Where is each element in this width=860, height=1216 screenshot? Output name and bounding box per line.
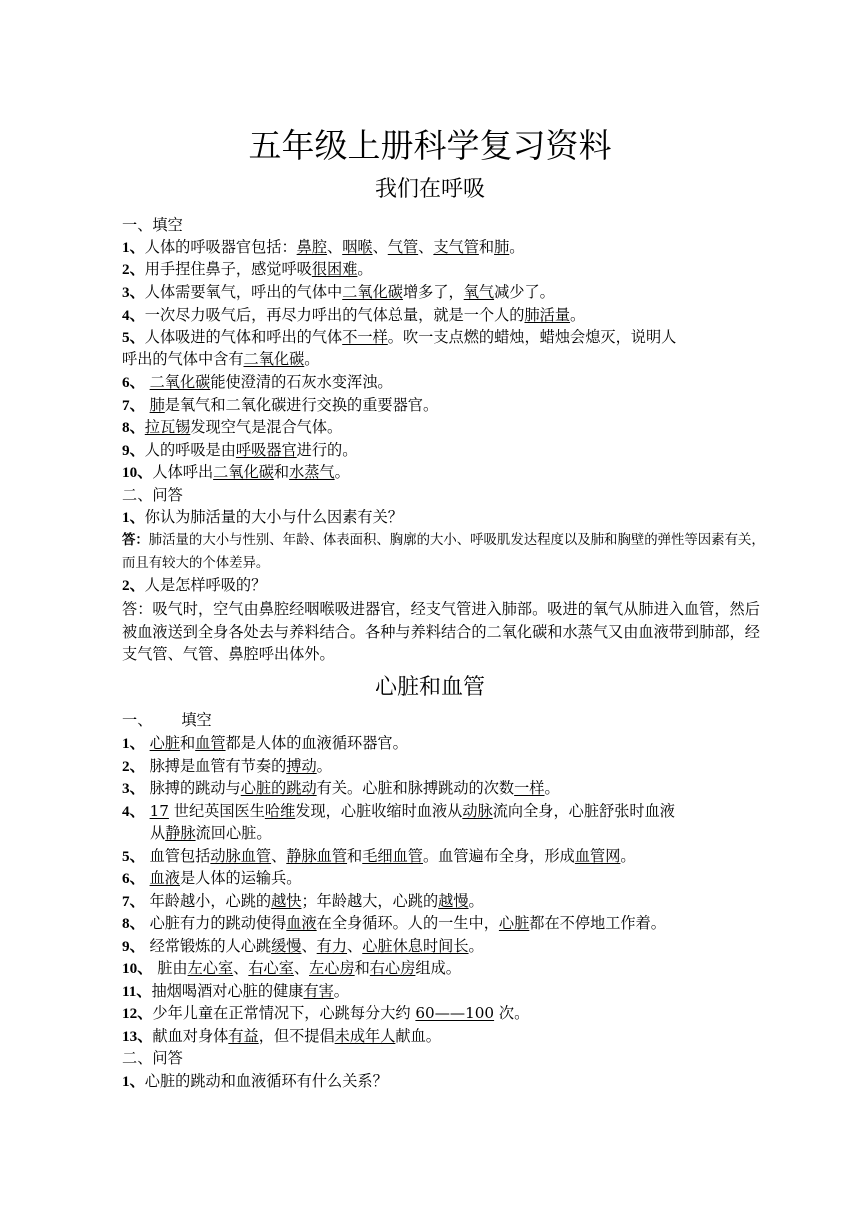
- answer-blank: 血管: [195, 734, 226, 752]
- answer: 答：吸气时，空气由鼻腔经咽喉吸进器官，经支气管进入肺部。吸进的氧气从肺进入血管，然后被血液送到全身各处去与养料结合。各种与养料结合的二氧化碳和水蒸气又由血液带到肺部，经支气管、气管、鼻腔呼出体外。: [122, 600, 760, 663]
- fill-item: [122, 462, 772, 483]
- item-text: 用手捏住鼻子，感觉呼吸: [144, 260, 312, 278]
- item-text: 是氧气和二氧化碳进行交换的重要器官。: [164, 396, 439, 414]
- fill-item: [122, 372, 772, 393]
- answer-blank: 二氧化碳: [342, 283, 403, 301]
- answer-blank: 鼻腔: [296, 238, 328, 256]
- answer-blank: 有害: [303, 982, 334, 1000]
- fill-item: [122, 913, 772, 934]
- item-text: 、: [372, 238, 388, 256]
- item-text: 心脏有力的跳动使得: [144, 914, 287, 932]
- item-text: 献血。: [395, 1027, 441, 1045]
- item-number: 8、: [122, 419, 145, 436]
- fill-item: [122, 1026, 772, 1047]
- item-number: 1、: [122, 1073, 145, 1090]
- answer-blank: 有益: [228, 1027, 259, 1045]
- answer-blank: 二氧化碳: [213, 463, 274, 481]
- item-number: 1、: [122, 239, 145, 256]
- answer-blank: 心脏休息时间长: [362, 937, 469, 955]
- answer-blank: 左心房: [309, 959, 355, 977]
- item-text: 能使澄清的石灰水变浑浊。: [210, 373, 393, 391]
- fill-item: [122, 846, 772, 867]
- item-number: 10、: [122, 464, 153, 481]
- answer-text: 肺活量的大小与性别、年龄、体表面积、胸廓的大小、呼吸肌发达程度以及肺和胸壁的弹性等因素有关，而且有较大的个体差异。: [122, 533, 765, 571]
- item-text: 组成。: [415, 959, 461, 977]
- item-number: 2、: [122, 758, 145, 775]
- item-text: 人体的呼吸器官包括：: [144, 238, 297, 256]
- question: [122, 1071, 772, 1092]
- item-text: 。: [357, 260, 373, 278]
- answer-blank: 未成年人: [334, 1027, 396, 1045]
- item-text: 发现空气是混合气体。: [190, 418, 343, 436]
- item-text: 少年儿童在正常情况下，心跳每分大约: [152, 1004, 416, 1022]
- fill-item: [122, 305, 772, 326]
- item-number: 2、: [122, 261, 145, 278]
- item-text: 人体吸进的气体和呼出的气体: [144, 328, 343, 346]
- item-number: 7、: [122, 893, 145, 910]
- answer-blank: 支气管: [433, 238, 479, 256]
- item-text: 都在不停地工作着。: [529, 914, 666, 932]
- answer-blank: 越快: [271, 892, 302, 910]
- item-text: 、: [347, 937, 363, 955]
- item-text: 增多了，: [402, 283, 464, 301]
- fill-item: [122, 417, 772, 438]
- answer-blank: 静脉: [165, 824, 196, 842]
- item-text: 进行的。: [296, 441, 358, 459]
- fill-item: [122, 1003, 772, 1024]
- question: [122, 507, 772, 528]
- answer-blank: 一样: [514, 779, 545, 797]
- fill-item: [122, 237, 772, 258]
- item-number: 3、: [122, 780, 145, 797]
- answer-blank: 动脉血管: [210, 847, 272, 865]
- answer-blank: 血液: [149, 869, 180, 887]
- item-text: 、: [327, 238, 343, 256]
- item-text: 。: [468, 892, 484, 910]
- answer-blank: 呼吸器官: [235, 441, 297, 459]
- answer-blank: 二氧化碳: [243, 350, 305, 368]
- item-text: 、: [293, 959, 310, 977]
- answer-blank: 咽喉: [342, 238, 373, 256]
- answer-blank: 血管网: [574, 847, 621, 865]
- item-text: 有关。心脏和脉搏跳动的次数: [316, 779, 515, 797]
- item-text: 在全身循环。人的一生中，: [316, 914, 499, 932]
- answer-blank: 心脏的跳动: [240, 779, 317, 797]
- answer-blank: 心脏: [498, 914, 530, 932]
- answer-blank: 右心房: [369, 959, 416, 977]
- answer-blank: 氧气: [463, 283, 495, 301]
- answer-blank: 血液: [286, 914, 317, 932]
- answer-blank: 肺活量: [524, 306, 571, 324]
- question-text: 你认为肺活量的大小与什么因素有关？: [144, 508, 403, 526]
- item-number: 2、: [122, 577, 145, 594]
- item-text: 和: [347, 847, 363, 865]
- item-number: 3、: [122, 284, 145, 301]
- item-text: 人的呼吸是由: [144, 441, 236, 459]
- item-text: ；年龄越大，心跳的: [301, 892, 439, 910]
- item-number: 10、: [122, 960, 153, 977]
- fill-item: [122, 891, 772, 912]
- fill-in-label: 一、 填空: [122, 711, 212, 729]
- answer: [122, 529, 770, 575]
- answer-blank: 左心室: [187, 959, 234, 977]
- item-text: 脉搏是血管有节奏的: [144, 757, 287, 775]
- item-text: 血管包括: [144, 847, 211, 865]
- qa-label: 二、问答: [122, 1049, 183, 1067]
- item-text: 脉搏的跳动与: [144, 779, 241, 797]
- fill-item: [122, 981, 772, 1002]
- fill-item-continuation: [122, 349, 772, 370]
- answer-blank: 静脉血管: [286, 847, 348, 865]
- answer-blank: 越慢: [438, 892, 469, 910]
- item-number: 11、: [122, 983, 152, 1000]
- item-text: 。: [333, 982, 349, 1000]
- item-number: 1、: [122, 509, 145, 526]
- item-text: 人体需要氧气，呼出的气体中: [144, 283, 343, 301]
- answer-blank: 毛细血管: [362, 847, 423, 865]
- item-text: 发现，心脏收缩时血液从: [295, 802, 463, 820]
- item-text: 从: [150, 824, 166, 842]
- item-text: 。: [304, 350, 320, 368]
- item-number: 6、: [122, 870, 145, 887]
- answer-blank: 60——100: [415, 1004, 495, 1022]
- fill-item: [122, 395, 772, 416]
- answer-blank: 哈维: [264, 802, 296, 820]
- item-number: 4、: [122, 307, 145, 324]
- item-text: 流向全身，心脏舒张时血液: [492, 802, 675, 820]
- item-number: 13、: [122, 1028, 153, 1045]
- question-text: 人是怎样呼吸的？: [144, 576, 267, 594]
- item-number: 12、: [122, 1005, 153, 1022]
- answer-blank: 气管: [387, 238, 419, 256]
- item-text: 。血管遍布全身，形成: [422, 847, 575, 865]
- item-text: 。: [334, 463, 350, 481]
- item-text: 是人体的运输兵。: [179, 869, 302, 887]
- section-heading-heart: 心脏和血管: [374, 675, 485, 700]
- fill-item-continuation: [150, 823, 800, 844]
- answer-blank: 肺: [494, 238, 510, 256]
- fill-item: [122, 801, 772, 822]
- item-text: 。: [544, 779, 560, 797]
- answer-blank: 有力: [316, 937, 348, 955]
- answer-blank: 不一样: [342, 328, 388, 346]
- item-text: 。: [570, 306, 586, 324]
- question: [122, 575, 772, 596]
- item-number: 9、: [122, 938, 145, 955]
- answer-blank: 水蒸气: [289, 463, 335, 481]
- answer-blank: 右心室: [248, 959, 294, 977]
- answer-blank: 搏动: [286, 757, 317, 775]
- item-text: 世纪英国医生: [168, 802, 265, 820]
- answer-blank: 拉瓦锡: [144, 418, 191, 436]
- item-text: 。: [509, 238, 525, 256]
- answer-blank: 很困难: [311, 260, 358, 278]
- item-text: 减少了。: [494, 283, 555, 301]
- answer-blank: 缓慢: [271, 937, 302, 955]
- item-text: 人体呼出: [152, 463, 214, 481]
- item-number: 4、: [122, 803, 145, 820]
- item-text: 和: [179, 734, 196, 752]
- item-text: 献血对身体: [152, 1027, 229, 1045]
- fill-item: [122, 282, 772, 303]
- fill-item: [122, 756, 772, 777]
- item-text: 、: [301, 937, 317, 955]
- item-text: 呼出的气体中含有: [122, 350, 244, 368]
- item-number: 6、: [122, 374, 145, 391]
- item-text: 、: [418, 238, 434, 256]
- fill-item: [122, 868, 772, 889]
- fill-item: [122, 259, 772, 280]
- item-text: 抽烟喝酒对心脏的健康: [151, 982, 304, 1000]
- item-text: 和: [478, 238, 495, 256]
- item-text: 、: [271, 847, 287, 865]
- fill-item: [122, 327, 772, 348]
- fill-item: [122, 733, 772, 754]
- item-number: 7、: [122, 397, 145, 414]
- item-text: 。吹一支点燃的蜡烛，蜡烛会熄灭，说明人: [387, 328, 677, 346]
- answer-blank: 动脉: [462, 802, 493, 820]
- fill-item: [122, 778, 772, 799]
- item-text: 、: [233, 959, 249, 977]
- item-text: 次。: [494, 1004, 530, 1022]
- item-number: 8、: [122, 915, 145, 932]
- qa-label: 二、问答: [122, 486, 183, 504]
- answer-blank: 二氧化碳: [149, 373, 211, 391]
- item-text: 经常锻炼的人心跳: [144, 937, 272, 955]
- item-text: 和: [273, 463, 290, 481]
- item-text: 流回心脏。: [195, 824, 272, 842]
- answer-blank: 肺: [149, 396, 165, 414]
- item-text: 。: [620, 847, 636, 865]
- item-text: 。: [316, 757, 332, 775]
- item-text: 年龄越小，心跳的: [144, 892, 272, 910]
- fill-item: [122, 440, 772, 461]
- item-text: 脏由: [152, 959, 188, 977]
- section-heading-breathing: 我们在呼吸: [374, 177, 485, 202]
- item-number: 5、: [122, 329, 145, 346]
- item-text: 。: [468, 937, 484, 955]
- item-text: 都是人体的血液循环器官。: [225, 734, 408, 752]
- item-number: 5、: [122, 848, 145, 865]
- item-number: 9、: [122, 442, 145, 459]
- fill-in-label: 一、填空: [122, 216, 183, 234]
- answer-blank: 17: [149, 802, 169, 820]
- item-text: ，但不提倡: [258, 1027, 335, 1045]
- page-title: 五年级上册科学复习资料: [248, 126, 612, 165]
- answer-blank: 心脏: [149, 734, 180, 752]
- fill-item: [122, 958, 772, 979]
- fill-item: [122, 936, 772, 957]
- item-number: 1、: [122, 735, 145, 752]
- question-text: 心脏的跳动和血液循环有什么关系？: [144, 1072, 388, 1090]
- item-text: 一次尽力吸气后，再尽力呼出的气体总量，就是一个人的: [144, 306, 525, 324]
- item-text: 和: [354, 959, 370, 977]
- answer-label: 答：: [122, 532, 149, 548]
